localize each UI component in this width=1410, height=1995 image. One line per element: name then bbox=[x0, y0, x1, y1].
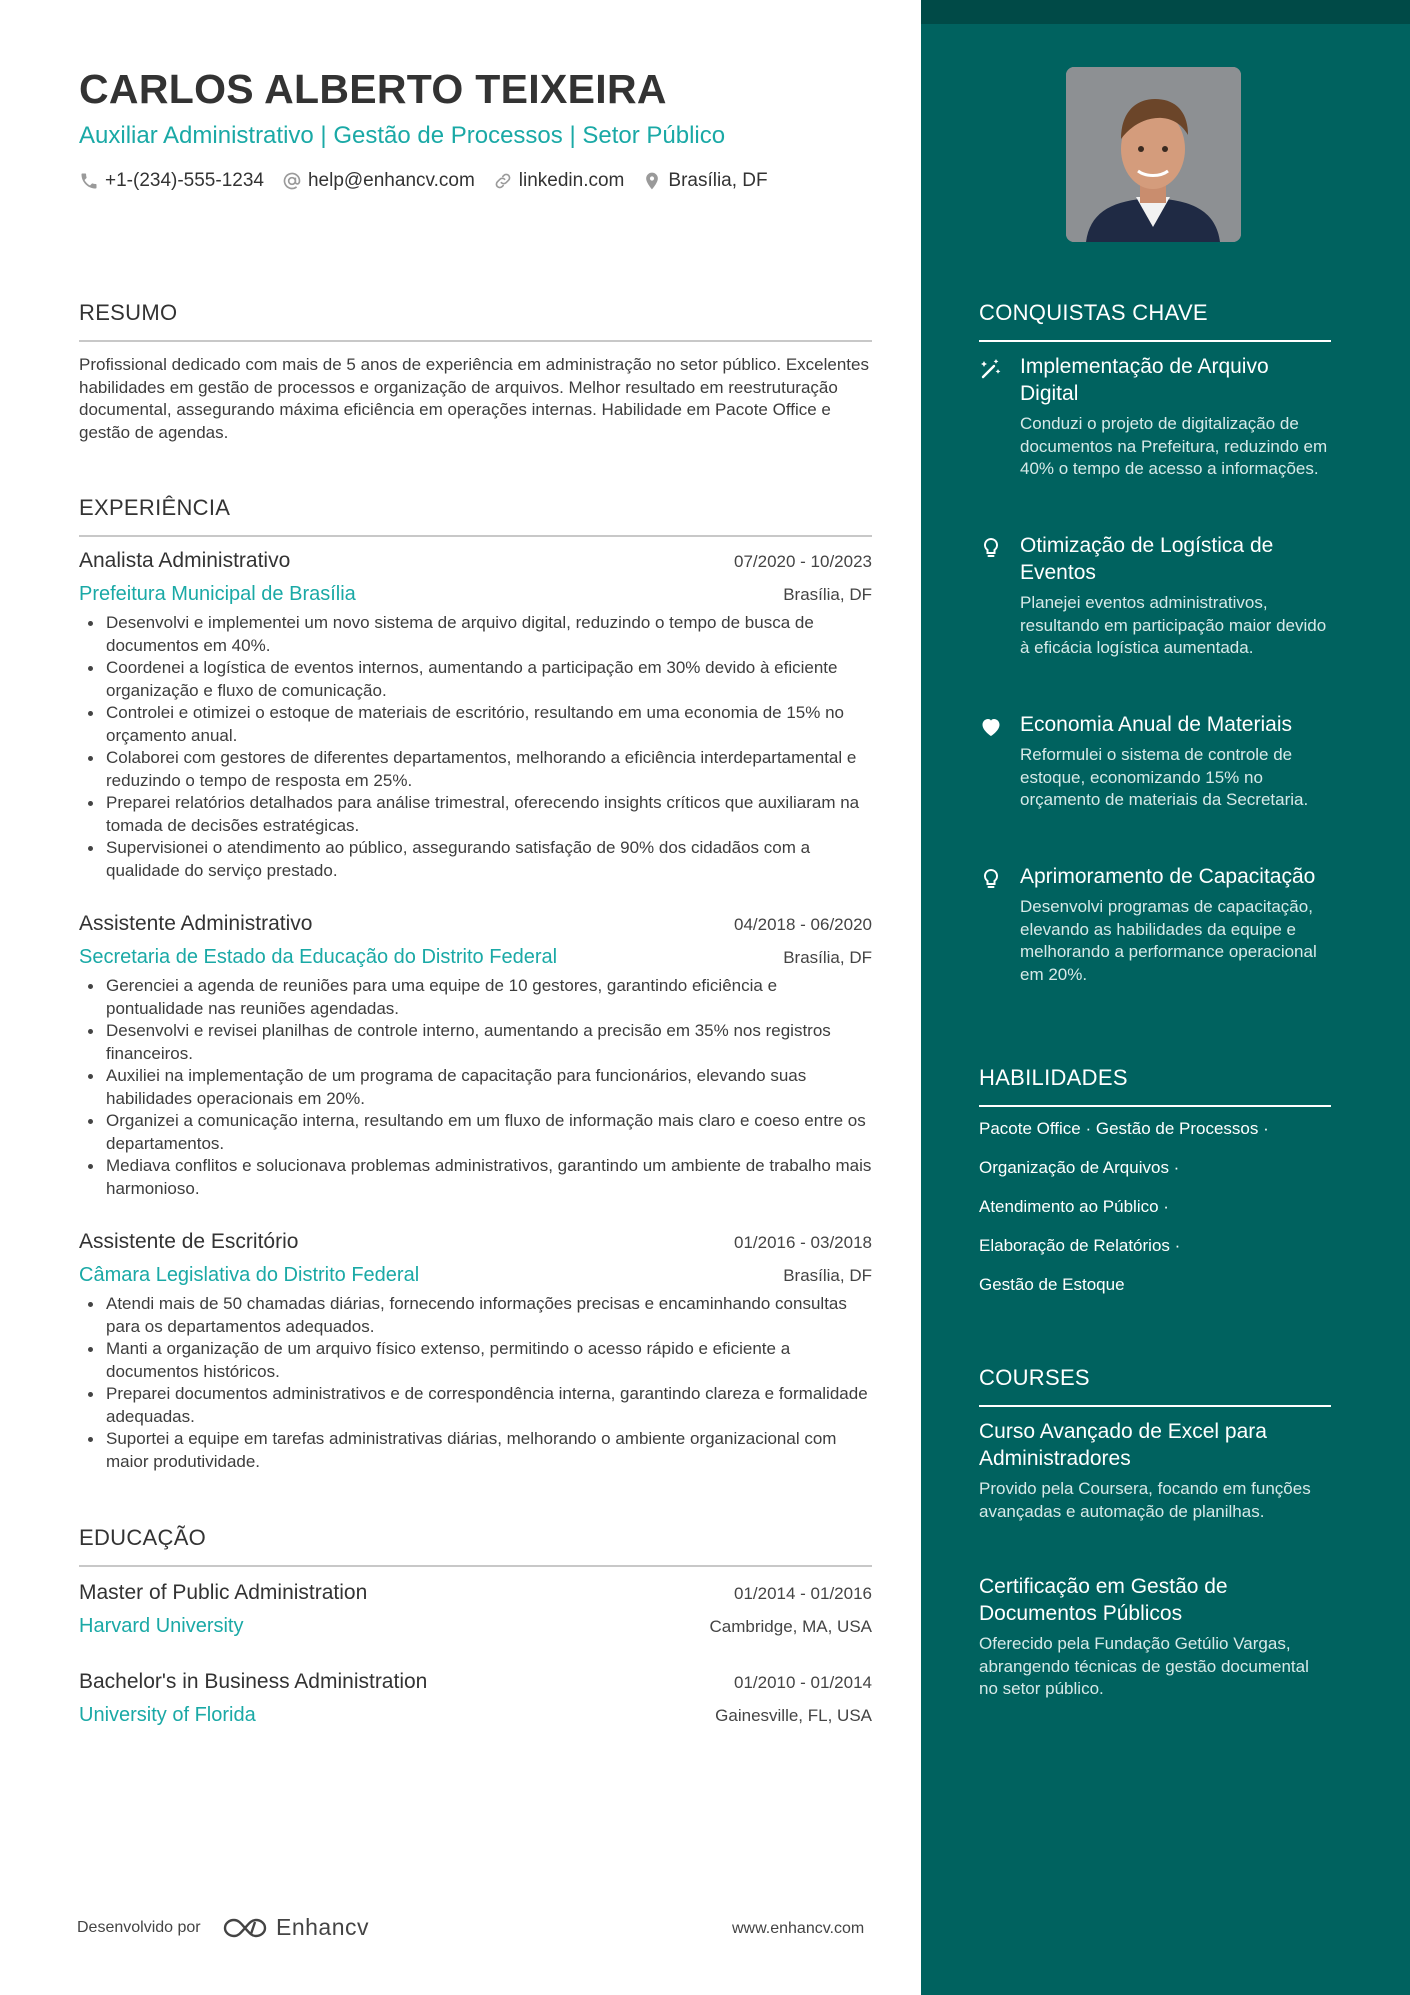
magic-wand-icon bbox=[979, 357, 1003, 381]
location-pin-icon bbox=[642, 171, 662, 191]
skill-line: Elaboração de Relatórios · bbox=[979, 1236, 1181, 1255]
job-bullet: Preparei relatórios detalhados para análise trimestral, oferecendo insights críticos que auxiliaram na tomada de decisões estratégicas. bbox=[79, 792, 872, 837]
link-icon bbox=[493, 171, 513, 191]
job-bullet: Colaborei com gestores de diferentes departamentos, melhorando a eficiência interdepartamental e reduzindo o tempo de resposta em 25%. bbox=[79, 747, 872, 792]
job-entry bbox=[79, 912, 872, 1200]
education-dates: 01/2010 - 01/2014 bbox=[733, 1673, 872, 1692]
profile-photo bbox=[1066, 67, 1241, 242]
job-location: Brasília, DF bbox=[783, 1266, 872, 1285]
candidate-subtitle: Auxiliar Administrativo | Gestão de Processos | Setor Público bbox=[79, 122, 726, 149]
summary-heading: RESUMO bbox=[79, 300, 872, 342]
education-school: University of Florida bbox=[79, 1704, 256, 1726]
job-dates: 07/2020 - 10/2023 bbox=[733, 552, 872, 571]
achievements-heading: CONQUISTAS CHAVE bbox=[979, 300, 1331, 342]
contact-location bbox=[642, 170, 767, 192]
job-bullets bbox=[79, 975, 872, 1200]
skill-line: Gestão de Estoque bbox=[979, 1275, 1125, 1294]
contact-phone[interactable] bbox=[79, 170, 264, 192]
job-company: Secretaria de Estado da Educação do Distrito Federal bbox=[79, 946, 558, 968]
course-description: Provido pela Coursera, focando em funções avançadas e automação de planilhas. bbox=[979, 1479, 1311, 1521]
contact-bar bbox=[79, 170, 786, 192]
education-location: Gainesville, FL, USA bbox=[715, 1706, 872, 1725]
lightbulb-icon bbox=[979, 536, 1003, 560]
job-bullets bbox=[79, 1293, 872, 1473]
sidebar-top-bar bbox=[921, 0, 1410, 24]
job-location: Brasília, DF bbox=[783, 948, 872, 967]
phone-icon bbox=[79, 171, 99, 191]
achievement-item bbox=[979, 532, 1331, 660]
skill-line: Pacote Office · Gestão de Processos · bbox=[979, 1119, 1269, 1138]
achievement-description: Desenvolvi programas de capacitação, elevando as habilidades da equipe e melhorando a performance operacional em 20%. bbox=[1020, 897, 1317, 984]
footer-developed-by: Desenvolvido por bbox=[77, 1919, 201, 1936]
job-bullet: Desenvolvi e implementei um novo sistema de arquivo digital, reduzindo o tempo de busca de documentos em 40%. bbox=[79, 612, 872, 657]
contact-email[interactable] bbox=[282, 170, 475, 192]
skill-line: Organização de Arquivos · bbox=[979, 1158, 1180, 1177]
job-company: Câmara Legislativa do Distrito Federal bbox=[79, 1264, 420, 1286]
job-bullet: Mediava conflitos e solucionava problemas administrativos, garantindo um ambiente de trabalho mais harmonioso. bbox=[79, 1155, 872, 1200]
job-title: Analista Administrativo bbox=[79, 549, 291, 572]
course-item bbox=[979, 1573, 1331, 1701]
candidate-name: CARLOS ALBERTO TEIXEIRA bbox=[79, 66, 667, 112]
job-bullet: Manti a organização de um arquivo físico extenso, permitindo o acesso rápido e eficiente a documentos históricos. bbox=[79, 1338, 872, 1383]
profile-photo-image bbox=[1066, 67, 1241, 242]
experience-heading: EXPERIÊNCIA bbox=[79, 495, 872, 537]
achievement-item bbox=[979, 863, 1331, 986]
achievement-description: Planejei eventos administrativos, resultando em participação maior devido à eficácia logística aumentada. bbox=[1020, 593, 1327, 657]
sidebar bbox=[921, 0, 1410, 1995]
achievement-item bbox=[979, 711, 1331, 812]
job-entry bbox=[79, 549, 872, 882]
education-dates: 01/2014 - 01/2016 bbox=[733, 1584, 872, 1603]
course-item bbox=[979, 1418, 1331, 1523]
job-bullet: Auxiliei na implementação de um programa de capacitação para funcionários, elevando suas habilidades operacionais em 20%. bbox=[79, 1065, 872, 1110]
job-title: Assistente de Escritório bbox=[79, 1230, 299, 1253]
location-text: Brasília, DF bbox=[668, 170, 768, 191]
job-dates: 04/2018 - 06/2020 bbox=[733, 915, 872, 934]
achievement-title: Aprimoramento de Capacitação bbox=[1020, 865, 1316, 888]
footer-url[interactable]: www.enhancv.com bbox=[732, 1920, 865, 1937]
education-heading: EDUCAÇÃO bbox=[79, 1525, 872, 1567]
course-title: Curso Avançado de Excel para Administradores bbox=[979, 1420, 1267, 1470]
job-bullet: Desenvolvi e revisei planilhas de controle interno, aumentando a precisão em 35% nos registros financeiros. bbox=[79, 1020, 872, 1065]
skills-heading: HABILIDADES bbox=[979, 1065, 1331, 1107]
achievement-description: Reformulei o sistema de controle de estoque, economizando 15% no orçamento de materiais da Secretaria. bbox=[1020, 745, 1309, 809]
job-dates: 01/2016 - 03/2018 bbox=[733, 1233, 872, 1252]
job-location: Brasília, DF bbox=[783, 585, 872, 604]
achievement-item bbox=[979, 353, 1331, 481]
achievement-title: Otimização de Logística de Eventos bbox=[1020, 534, 1274, 584]
enhancv-logo[interactable] bbox=[222, 1914, 369, 1941]
education-school: Harvard University bbox=[79, 1615, 244, 1637]
job-bullet: Controlei e otimizei o estoque de materiais de escritório, resultando em uma economia de 15% no orçamento anual. bbox=[79, 702, 872, 747]
job-company: Prefeitura Municipal de Brasília bbox=[79, 583, 356, 605]
skill-line: Atendimento ao Público · bbox=[979, 1197, 1169, 1216]
job-entry bbox=[79, 1230, 872, 1473]
education-degree: Bachelor's in Business Administration bbox=[79, 1670, 428, 1693]
linkedin-text: linkedin.com bbox=[518, 170, 625, 191]
education-entry bbox=[79, 1581, 872, 1638]
achievement-title: Economia Anual de Materiais bbox=[1020, 713, 1292, 736]
enhancv-logo-icon bbox=[222, 1915, 268, 1941]
job-title: Assistente Administrativo bbox=[79, 912, 313, 935]
job-bullet: Gerenciei a agenda de reuniões para uma equipe de 10 gestores, garantindo eficiência e pontualidade nas reuniões agendadas. bbox=[79, 975, 872, 1020]
heart-icon bbox=[979, 715, 1003, 739]
job-bullet: Organizei a comunicação interna, resultando em um fluxo de informação mais claro e coeso entre os departamentos. bbox=[79, 1110, 872, 1155]
course-description: Oferecido pela Fundação Getúlio Vargas, abrangendo técnicas de gestão documental no setor público. bbox=[979, 1634, 1309, 1698]
job-bullets bbox=[79, 612, 872, 882]
contact-linkedin[interactable] bbox=[493, 170, 625, 192]
lightbulb-icon bbox=[979, 867, 1003, 891]
course-title: Certificação em Gestão de Documentos Públicos bbox=[979, 1575, 1228, 1625]
phone-text: +1-(234)-555-1234 bbox=[105, 170, 264, 191]
job-bullet: Supervisionei o atendimento ao público, assegurando satisfação de 90% dos cidadãos com a qualidade do serviço prestado. bbox=[79, 837, 872, 882]
email-text: help@enhancv.com bbox=[307, 170, 475, 191]
job-bullet: Coordenei a logística de eventos internos, aumentando a participação em 30% devido à eficiente organização e fluxo de comunicação. bbox=[79, 657, 872, 702]
job-bullet: Preparei documentos administrativos e de correspondência interna, garantindo clareza e formalidade adequadas. bbox=[79, 1383, 872, 1428]
courses-heading: COURSES bbox=[979, 1365, 1331, 1407]
enhancv-brand: Enhancv bbox=[276, 1914, 370, 1940]
education-location: Cambridge, MA, USA bbox=[709, 1617, 872, 1636]
achievement-description: Conduzi o projeto de digitalização de documentos na Prefeitura, reduzindo em 40% o tempo de acesso a informações. bbox=[1020, 414, 1328, 478]
job-bullet: Atendi mais de 50 chamadas diárias, fornecendo informações precisas e encaminhando consultas para os departamentos adequados. bbox=[79, 1293, 872, 1338]
achievement-title: Implementação de Arquivo Digital bbox=[1020, 355, 1269, 405]
summary-text: Profissional dedicado com mais de 5 anos de experiência em administração no setor público. Excelentes habilidades em gestão de processos e organização de arquivos. Melhor resultado em reestruturação documental, assegurando máxima eficiência em operações internas. Habilidade em Pacote Office e gestão de agendas. bbox=[79, 355, 869, 442]
education-degree: Master of Public Administration bbox=[79, 1581, 368, 1604]
skills-list bbox=[979, 1118, 1331, 1313]
at-icon bbox=[282, 171, 302, 191]
education-entry bbox=[79, 1670, 872, 1727]
job-bullet: Suportei a equipe em tarefas administrativas diárias, melhorando o ambiente organizacional com maior produtividade. bbox=[79, 1428, 872, 1473]
